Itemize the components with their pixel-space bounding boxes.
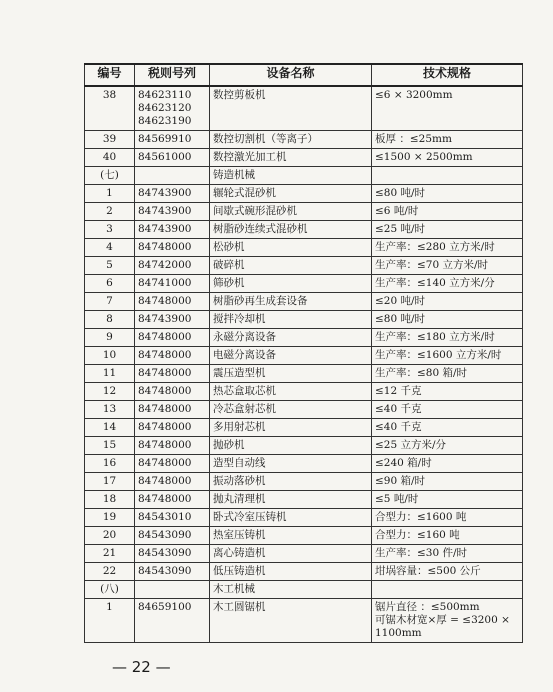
cell-technical-spec	[372, 401, 523, 419]
spec-line: 1100mm	[375, 627, 422, 639]
spec-line: 生产率：≤180 立方米/时	[375, 331, 495, 343]
tariff-code: 84623120	[138, 102, 192, 114]
cell-equipment-name: 松砂机	[210, 239, 372, 257]
tariff-code: 84748000	[138, 403, 192, 415]
cell-number: (七)	[85, 167, 135, 185]
cell-tariff-code	[135, 563, 210, 581]
header-technical-spec: 技术规格	[372, 64, 523, 86]
spec-line: 锯片直径 ：≤500mm	[375, 601, 480, 613]
table-row	[85, 599, 523, 643]
table-row	[85, 473, 523, 491]
cell-number: 11	[85, 365, 135, 383]
cell-equipment-name: 搅拌冷却机	[210, 311, 372, 329]
cell-technical-spec	[372, 311, 523, 329]
spec-line: 板厚 ：≤25mm	[375, 133, 452, 145]
cell-technical-spec	[372, 491, 523, 509]
cell-technical-spec	[372, 581, 523, 599]
cell-tariff-code	[135, 239, 210, 257]
spec-line: 生产率：≤70 立方米/时	[375, 259, 489, 271]
spec-line: ≤1500 × 2500mm	[375, 151, 473, 163]
tariff-code: 84748000	[138, 475, 192, 487]
table-row	[85, 437, 523, 455]
cell-equipment-name: 热室压铸机	[210, 527, 372, 545]
bleed-through-text	[150, 40, 510, 54]
cell-technical-spec	[372, 329, 523, 347]
cell-tariff-code	[135, 401, 210, 419]
tariff-code: 84743900	[138, 205, 192, 217]
cell-equipment-name: 热芯盒取芯机	[210, 383, 372, 401]
cell-tariff-code	[135, 203, 210, 221]
table-row	[85, 221, 523, 239]
cell-tariff-code	[135, 185, 210, 203]
table-row	[85, 455, 523, 473]
table-row	[85, 383, 523, 401]
cell-section-title: 铸造机械	[210, 167, 372, 185]
spec-line: 生产率：≤30 件/时	[375, 547, 468, 559]
cell-technical-spec	[372, 419, 523, 437]
cell-number: 4	[85, 239, 135, 257]
section-row	[85, 581, 523, 599]
spec-line: ≤80 吨/时	[375, 313, 426, 325]
spec-line: 合型力：≤160 吨	[375, 529, 460, 541]
table-row	[85, 401, 523, 419]
cell-section-title: 木工机械	[210, 581, 372, 599]
cell-equipment-name: 树脂砂连续式混砂机	[210, 221, 372, 239]
header-equipment-name: 设备名称	[210, 64, 372, 86]
table-row	[85, 545, 523, 563]
cell-tariff-code	[135, 491, 210, 509]
cell-number: 38	[85, 86, 135, 131]
cell-equipment-name: 抛砂机	[210, 437, 372, 455]
cell-equipment-name: 离心铸造机	[210, 545, 372, 563]
tariff-code: 84543090	[138, 565, 192, 577]
cell-technical-spec	[372, 347, 523, 365]
cell-number: 5	[85, 257, 135, 275]
spec-line: ≤12 千克	[375, 385, 422, 397]
tariff-code: 84748000	[138, 385, 192, 397]
tariff-code: 84748000	[138, 349, 192, 361]
spec-line: ≤25 立方米/分	[375, 439, 447, 451]
table-row	[85, 239, 523, 257]
cell-number: 21	[85, 545, 135, 563]
cell-technical-spec	[372, 455, 523, 473]
tariff-code: 84742000	[138, 259, 192, 271]
cell-technical-spec	[372, 437, 523, 455]
cell-number: 6	[85, 275, 135, 293]
cell-tariff-code	[135, 419, 210, 437]
spec-line: ≤40 千克	[375, 403, 422, 415]
cell-tariff-code	[135, 437, 210, 455]
cell-technical-spec	[372, 473, 523, 491]
header-number: 编号	[85, 64, 135, 86]
spec-line: ≤6 吨/时	[375, 205, 419, 217]
cell-equipment-name: 木工圆锯机	[210, 599, 372, 643]
cell-equipment-name: 低压铸造机	[210, 563, 372, 581]
cell-number: 16	[85, 455, 135, 473]
cell-number: 2	[85, 203, 135, 221]
cell-tariff-code	[135, 509, 210, 527]
tariff-code: 84748000	[138, 421, 192, 433]
cell-technical-spec	[372, 203, 523, 221]
cell-technical-spec	[372, 185, 523, 203]
tariff-code: 84748000	[138, 367, 192, 379]
cell-equipment-name: 辗轮式混砂机	[210, 185, 372, 203]
spec-line: ≤20 吨/时	[375, 295, 426, 307]
table-row	[85, 86, 523, 131]
cell-equipment-name: 永磁分离设备	[210, 329, 372, 347]
tariff-code: 84623110	[138, 89, 192, 101]
table-row	[85, 563, 523, 581]
cell-tariff-code	[135, 257, 210, 275]
cell-number: 8	[85, 311, 135, 329]
tariff-code: 84743900	[138, 313, 192, 325]
cell-tariff-code	[135, 347, 210, 365]
cell-number: 40	[85, 149, 135, 167]
cell-equipment-name: 多用射芯机	[210, 419, 372, 437]
cell-tariff-code	[135, 293, 210, 311]
spec-line: ≤80 吨/时	[375, 187, 426, 199]
table-row	[85, 203, 523, 221]
cell-number: 17	[85, 473, 135, 491]
spec-line: ≤6 × 3200mm	[375, 89, 453, 101]
cell-tariff-code	[135, 527, 210, 545]
table-row	[85, 257, 523, 275]
cell-number: 19	[85, 509, 135, 527]
cell-technical-spec	[372, 509, 523, 527]
cell-tariff-code	[135, 131, 210, 149]
cell-technical-spec	[372, 563, 523, 581]
cell-tariff-code	[135, 383, 210, 401]
cell-technical-spec	[372, 599, 523, 643]
cell-number: 1	[85, 599, 135, 643]
page-number: — 22 —	[112, 658, 171, 676]
cell-technical-spec	[372, 365, 523, 383]
cell-technical-spec	[372, 131, 523, 149]
tariff-code: 84623190	[138, 115, 192, 127]
cell-number: 12	[85, 383, 135, 401]
cell-number: 1	[85, 185, 135, 203]
table-row	[85, 293, 523, 311]
cell-number: 14	[85, 419, 135, 437]
cell-tariff-code	[135, 86, 210, 131]
table-row	[85, 365, 523, 383]
header-tariff-code: 税则号列	[135, 64, 210, 86]
cell-tariff-code	[135, 545, 210, 563]
table-row	[85, 149, 523, 167]
tariff-code: 84743900	[138, 187, 192, 199]
cell-tariff-code	[135, 455, 210, 473]
cell-tariff-code	[135, 329, 210, 347]
cell-tariff-code	[135, 599, 210, 643]
tariff-code: 84543090	[138, 547, 192, 559]
cell-number: 39	[85, 131, 135, 149]
tariff-code: 84748000	[138, 493, 192, 505]
table-row	[85, 185, 523, 203]
table-row	[85, 527, 523, 545]
tariff-code: 84543010	[138, 511, 192, 523]
cell-equipment-name: 数控剪板机	[210, 86, 372, 131]
cell-technical-spec	[372, 275, 523, 293]
cell-equipment-name: 造型自动线	[210, 455, 372, 473]
cell-number: 13	[85, 401, 135, 419]
spec-line: 生产率：≤280 立方米/时	[375, 241, 495, 253]
tariff-code: 84561000	[138, 151, 192, 163]
tariff-code: 84748000	[138, 331, 192, 343]
cell-equipment-name: 冷芯盒射芯机	[210, 401, 372, 419]
table-row	[85, 275, 523, 293]
cell-technical-spec	[372, 149, 523, 167]
table-row	[85, 131, 523, 149]
spec-line: 生产率：≤140 立方米/分	[375, 277, 495, 289]
tariff-code: 84569910	[138, 133, 192, 145]
cell-technical-spec	[372, 383, 523, 401]
spec-line: 生产率：≤1600 立方米/时	[375, 349, 502, 361]
spec-line: 生产率：≤80 箱/时	[375, 367, 468, 379]
cell-equipment-name: 数控切割机（等离子）	[210, 131, 372, 149]
table-row	[85, 329, 523, 347]
cell-number: 18	[85, 491, 135, 509]
tariff-code: 84743900	[138, 223, 192, 235]
cell-technical-spec	[372, 257, 523, 275]
cell-number: 20	[85, 527, 135, 545]
cell-equipment-name: 数控激光加工机	[210, 149, 372, 167]
cell-technical-spec	[372, 545, 523, 563]
tariff-code: 84543090	[138, 529, 192, 541]
table-row	[85, 419, 523, 437]
cell-equipment-name: 卧式冷室压铸机	[210, 509, 372, 527]
cell-tariff-code	[135, 167, 210, 185]
tariff-code: 84741000	[138, 277, 192, 289]
spec-line: ≤40 千克	[375, 421, 422, 433]
spec-line: ≤25 吨/时	[375, 223, 426, 235]
spec-line: ≤5 吨/时	[375, 493, 419, 505]
cell-equipment-name: 振动落砂机	[210, 473, 372, 491]
cell-equipment-name: 间歇式碗形混砂机	[210, 203, 372, 221]
table-row	[85, 491, 523, 509]
spec-line: ≤240 箱/时	[375, 457, 432, 469]
cell-tariff-code	[135, 221, 210, 239]
cell-equipment-name: 树脂砂再生成套设备	[210, 293, 372, 311]
equipment-spec-table	[84, 63, 523, 643]
tariff-code: 84748000	[138, 457, 192, 469]
cell-technical-spec	[372, 293, 523, 311]
cell-tariff-code	[135, 581, 210, 599]
cell-number: 22	[85, 563, 135, 581]
cell-equipment-name: 电磁分离设备	[210, 347, 372, 365]
cell-tariff-code	[135, 311, 210, 329]
spec-line: 合型力：≤1600 吨	[375, 511, 467, 523]
cell-equipment-name: 抛丸清理机	[210, 491, 372, 509]
tariff-code: 84659100	[138, 601, 192, 613]
cell-technical-spec	[372, 527, 523, 545]
cell-equipment-name: 破碎机	[210, 257, 372, 275]
cell-number: 10	[85, 347, 135, 365]
cell-technical-spec	[372, 221, 523, 239]
cell-number: 7	[85, 293, 135, 311]
spec-line: 可锯木材宽×厚 = ≤3200 ×	[375, 614, 510, 626]
cell-tariff-code	[135, 473, 210, 491]
cell-technical-spec	[372, 167, 523, 185]
cell-number: 15	[85, 437, 135, 455]
cell-tariff-code	[135, 365, 210, 383]
cell-number: 9	[85, 329, 135, 347]
cell-equipment-name: 震压造型机	[210, 365, 372, 383]
table-body	[85, 86, 523, 643]
spec-line: ≤90 箱/时	[375, 475, 426, 487]
table-header	[85, 64, 523, 86]
cell-technical-spec	[372, 86, 523, 131]
cell-technical-spec	[372, 239, 523, 257]
table-row	[85, 311, 523, 329]
tariff-code: 84748000	[138, 439, 192, 451]
cell-tariff-code	[135, 275, 210, 293]
spec-line: 坩埚容量：≤500 公斤	[375, 565, 481, 577]
section-row	[85, 167, 523, 185]
tariff-code: 84748000	[138, 241, 192, 253]
cell-number: 3	[85, 221, 135, 239]
cell-equipment-name: 筛砂机	[210, 275, 372, 293]
table-row	[85, 347, 523, 365]
tariff-code: 84748000	[138, 295, 192, 307]
cell-number: (八)	[85, 581, 135, 599]
table-row	[85, 509, 523, 527]
cell-tariff-code	[135, 149, 210, 167]
